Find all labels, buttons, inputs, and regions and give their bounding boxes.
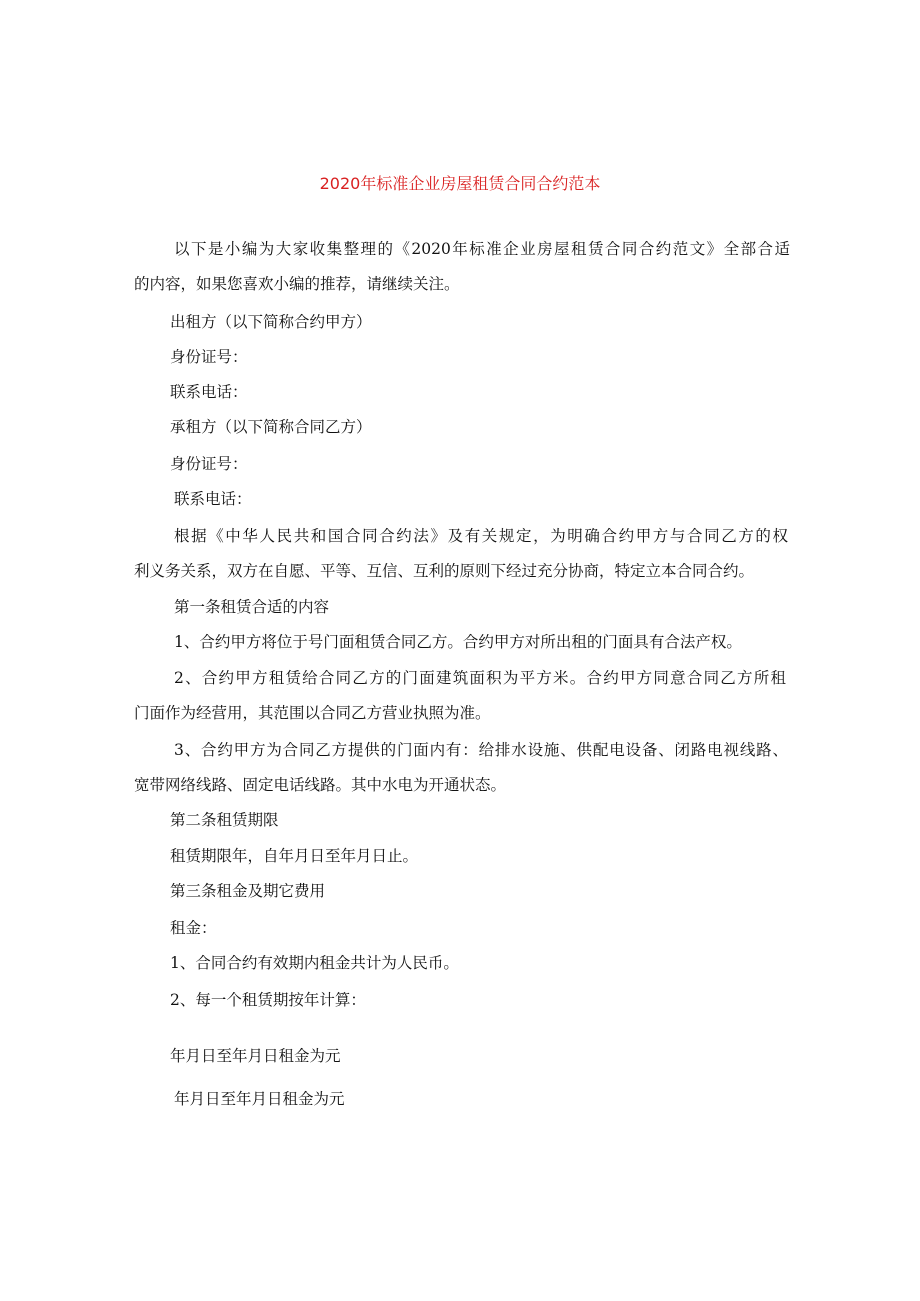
lessee-id-label: 身份证号： xyxy=(170,455,248,473)
article-1-item-2-line-2: 门面作为经营用，其范围以合同乙方营业执照为准。 xyxy=(134,704,491,722)
rent-period-2: 年月日至年月日租金为元 xyxy=(174,1090,345,1108)
article-1-item-3-line-1: 3、合约甲方为合同乙方提供的门面内有：给排水设施、供配电设备、闭路电视线路、 xyxy=(174,741,788,759)
article-2-term: 租赁期限年，自年月日至年月日止。 xyxy=(170,847,419,865)
article-3-heading: 第三条租金及期它费用 xyxy=(170,882,326,900)
document-title: 2020年标准企业房屋租赁合同合约范本 xyxy=(319,174,601,193)
article-2-heading: 第二条租赁期限 xyxy=(170,811,279,829)
article-1-heading: 第一条租赁合适的内容 xyxy=(174,598,330,616)
article-1-item-3-line-2: 宽带网络线路、固定电话线路。其中水电为开通状态。 xyxy=(134,776,507,794)
basis-line-1: 根据《中华人民共和国合同合约法》及有关规定，为明确合约甲方与合同乙方的权 xyxy=(174,527,788,545)
intro-line-2: 的内容，如果您喜欢小编的推荐，请继续关注。 xyxy=(134,275,460,293)
rent-item-1: 1、合同合约有效期内租金共计为人民币。 xyxy=(170,954,459,972)
rent-label: 租金： xyxy=(170,919,217,937)
basis-line-2: 利义务关系，双方在自愿、平等、互信、互利的原则下经过充分协商，特定立本合同合约。 xyxy=(134,562,755,580)
lessor-phone-label: 联系电话： xyxy=(170,383,248,401)
rent-period-1: 年月日至年月日租金为元 xyxy=(170,1047,341,1065)
intro-line-1: 以下是小编为大家收集整理的《2020年标准企业房屋租赁合同合约范文》全部合适 xyxy=(174,240,790,258)
lessor-heading: 出租方（以下简称合约甲方） xyxy=(170,313,372,331)
lessee-phone-label: 联系电话： xyxy=(174,490,252,508)
article-1-item-2-line-1: 2、合约甲方租赁给合同乙方的门面建筑面积为平方米。合约甲方同意合同乙方所租 xyxy=(174,669,786,687)
rent-item-2: 2、每一个租赁期按年计算： xyxy=(170,991,366,1009)
lessee-heading: 承租方（以下简称合同乙方） xyxy=(170,418,372,436)
article-1-item-1: 1、合约甲方将位于号门面租赁合同乙方。合约甲方对所出租的门面具有合法产权。 xyxy=(174,633,742,651)
lessor-id-label: 身份证号： xyxy=(170,348,248,366)
